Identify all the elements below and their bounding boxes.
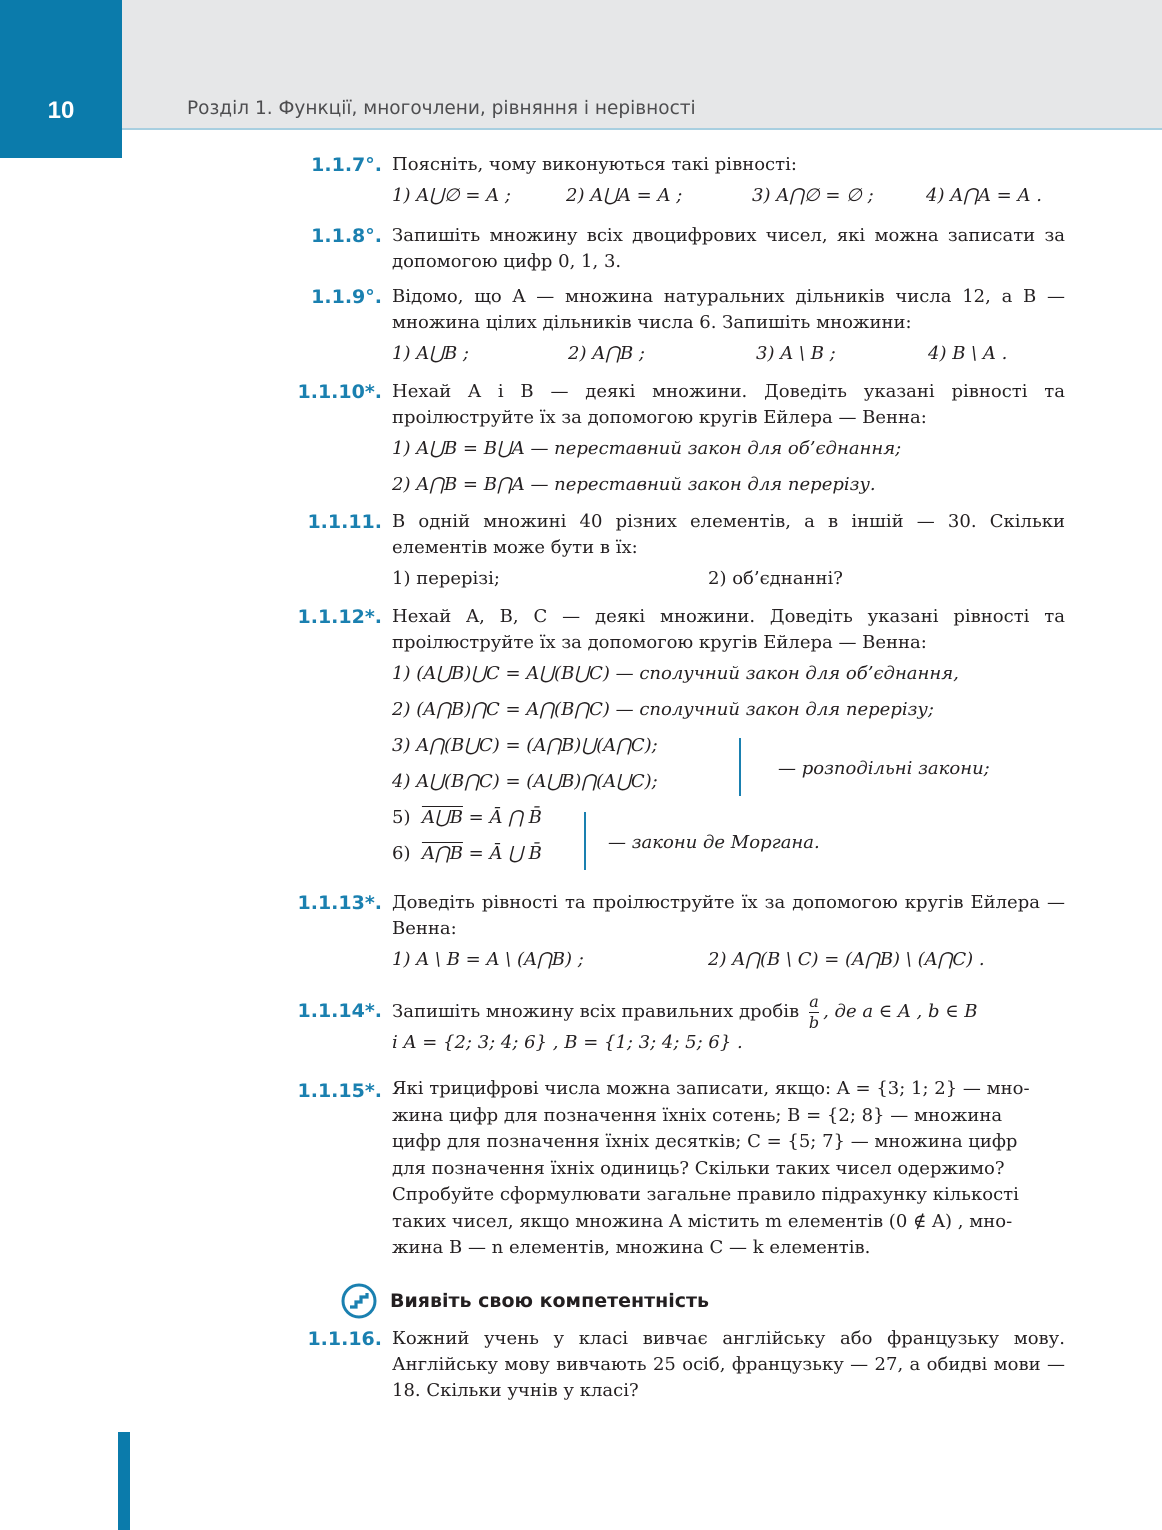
answer-options bbox=[392, 942, 1065, 978]
exercise-text: Нехай A і B — деякі множини. Доведіть указані рівності та проілюструйте їх за допомогою кругів Ейлера — Венна: bbox=[392, 381, 1065, 428]
answer-options bbox=[392, 561, 1065, 597]
text-line: Спробуйте сформулювати загальне правило підрахунку кількості bbox=[392, 1184, 1019, 1205]
item-1 bbox=[392, 656, 1065, 692]
option-2: 2) об’єднанні? bbox=[708, 568, 843, 589]
exercise-number: 1.1.13*. bbox=[297, 892, 382, 914]
exercise-text-line-2: і A = {2; 3; 4; 6} , B = {1; 3; 4; 5; 6} . bbox=[392, 1032, 743, 1053]
exercise-number: 1.1.14*. bbox=[297, 1000, 382, 1022]
exercise-1-1-16 bbox=[280, 1326, 1065, 1404]
text-line: таких чисел, якщо множина A містить m елементів (0 ∉ A) , мно- bbox=[392, 1210, 1013, 1232]
exercise-number: 1.1.12*. bbox=[297, 606, 382, 628]
formula: 1) (A⋃B)⋃C = A⋃(B⋃C) bbox=[392, 663, 610, 684]
option-1: 1) A \ B = A \ (A⋂B) ; bbox=[392, 949, 584, 970]
formula: 3) A⋂(B⋃C) = (A⋂B)⋃(A⋂C); bbox=[392, 735, 658, 756]
exercise-number: 1.1.16. bbox=[307, 1328, 382, 1350]
exercise-1-1-14 bbox=[280, 988, 1065, 1056]
page-number-block bbox=[0, 0, 122, 158]
item-prefix: 5) bbox=[392, 807, 411, 828]
exercise-number: 1.1.15*. bbox=[297, 1080, 382, 1102]
exercise-1-1-13 bbox=[280, 890, 1065, 978]
law-name: — сполучний закон для перерізу; bbox=[609, 699, 934, 720]
exercise-number: 1.1.9°. bbox=[311, 286, 382, 308]
formula-overlined: A⋃B bbox=[421, 807, 463, 828]
exercise-text: В одній множині 40 різних елементів, а в іншій — 30. Скільки елементів може бути в їх: bbox=[392, 511, 1065, 558]
exercise-number: 1.1.8°. bbox=[311, 225, 382, 247]
law-name: — сполучний закон для об’єднання, bbox=[609, 663, 959, 684]
bracket-distributive bbox=[739, 738, 741, 796]
option-2: 2) A⋃A = A ; bbox=[566, 185, 683, 206]
bracket-de-morgan bbox=[584, 812, 586, 870]
text-line: жина цифр для позначення їхніх сотень; B = {2; 8} — множина bbox=[392, 1104, 1003, 1126]
exercise-text: Нехай A, B, C — деякі множини. Доведіть указані рівності та проілюструйте їх за допомогою кругів Ейлера — Венна: bbox=[392, 606, 1065, 653]
law-name-de-morgan: — закони де Моргана. bbox=[608, 832, 820, 853]
formula: = Ā ⋃ B̄ bbox=[468, 843, 542, 864]
page-number: 10 bbox=[47, 97, 75, 124]
item-prefix: 6) bbox=[392, 843, 411, 864]
formula: = Ā ⋂ B̄ bbox=[468, 807, 542, 828]
option-1: 1) A⋃∅ = A ; bbox=[392, 185, 511, 206]
answer-options bbox=[392, 336, 1065, 372]
formula: 2) (A⋂B)⋂C = A⋂(B⋂C) bbox=[392, 699, 610, 720]
option-1: 1) перерізі; bbox=[392, 568, 500, 589]
formula: 4) A⋃(B⋂C) = (A⋃B)⋂(A⋃C); bbox=[392, 771, 658, 792]
formula: 1) A⋃B = B⋃A bbox=[392, 438, 525, 459]
exercise-text: Кожний учень у класі вивчає англійську або французьку мову. Англійську мову вивчають 25 осіб, французьку — 27, а обидві мови — 18. Скільки учнів у класі? bbox=[392, 1328, 1065, 1401]
exercise-text: Відомо, що A — множина натуральних дільників числа 12, а B — множина цілих дільників числа 6. Запишіть множини: bbox=[392, 286, 1065, 333]
exercise-number: 1.1.7°. bbox=[311, 154, 382, 176]
numerator: a bbox=[809, 991, 819, 1011]
option-2: 2) A⋂B ; bbox=[568, 343, 645, 364]
option-2: 2) A⋂(B \ C) = (A⋂B) \ (A⋂C) . bbox=[708, 949, 985, 970]
option-1: 1) A⋃B ; bbox=[392, 343, 469, 364]
exercise-1-1-9 bbox=[280, 284, 1065, 372]
answer-options bbox=[392, 178, 1065, 214]
footer-accent-bar bbox=[118, 1432, 130, 1530]
exercise-text: Поясніть, чому виконуються такі рівності: bbox=[392, 154, 797, 175]
exercise-1-1-7 bbox=[280, 152, 1065, 214]
header-rule bbox=[122, 128, 1162, 130]
exercise-text: Запишіть множину всіх двоцифрових чисел, які можна записати за допомогою цифр 0, 1, 3. bbox=[392, 225, 1065, 272]
law-name: — переставний закон для об’єднання; bbox=[524, 438, 902, 459]
option-3: 3) A⋂∅ = ∅ ; bbox=[752, 185, 874, 206]
exercise-text-line-1 bbox=[392, 988, 1065, 1036]
formula: 2) A⋂B = B⋂A bbox=[392, 474, 525, 495]
option-3: 3) A \ B ; bbox=[756, 343, 836, 364]
exercise-number: 1.1.11. bbox=[307, 511, 382, 533]
exercise-text bbox=[392, 1076, 1065, 1262]
exercise-1-1-8 bbox=[280, 223, 1065, 275]
text-line: для позначення їхніх одиниць? Скільки таких чисел одержимо? bbox=[392, 1157, 1005, 1179]
fraction bbox=[809, 992, 819, 1033]
option-4: 4) B \ A . bbox=[928, 343, 1008, 364]
section-title: Розділ 1. Функції, многочлени, рівняння і нерівності bbox=[187, 98, 696, 119]
exercise-1-1-10 bbox=[280, 379, 1065, 503]
denominator: b bbox=[808, 1012, 820, 1032]
exercise-number: 1.1.10*. bbox=[297, 381, 382, 403]
text-line: жина B — n елементів, множина C — k елементів. bbox=[392, 1237, 871, 1258]
text-line: Які трицифрові числа можна записати, якщо: A = {3; 1; 2} — мно- bbox=[392, 1078, 1030, 1099]
item-2 bbox=[392, 467, 1065, 503]
option-4: 4) A⋂A = A . bbox=[926, 185, 1042, 206]
text-after-fraction: , де a ∈ A , b ∈ B bbox=[823, 1001, 978, 1022]
law-name: — переставний закон для перерізу. bbox=[524, 474, 876, 495]
text-before-fraction: Запишіть множину всіх правильних дробів bbox=[392, 1001, 800, 1022]
formula-overlined: A⋂B bbox=[421, 843, 463, 864]
item-2 bbox=[392, 692, 1065, 728]
exercise-1-1-15 bbox=[280, 1076, 1065, 1262]
exercise-1-1-11 bbox=[280, 509, 1065, 597]
text-line: цифр для позначення їхніх десятків; C = {5; 7} — множина цифр bbox=[392, 1131, 1018, 1152]
item-1 bbox=[392, 431, 1065, 467]
law-name-distributive: — розподільні закони; bbox=[778, 758, 990, 779]
exercise-text: Доведіть рівності та проілюструйте їх за допомогою кругів Ейлера — Венна: bbox=[392, 892, 1065, 939]
staircase-icon bbox=[341, 1283, 377, 1319]
competence-heading: Виявіть свою компетентність bbox=[390, 1290, 710, 1312]
